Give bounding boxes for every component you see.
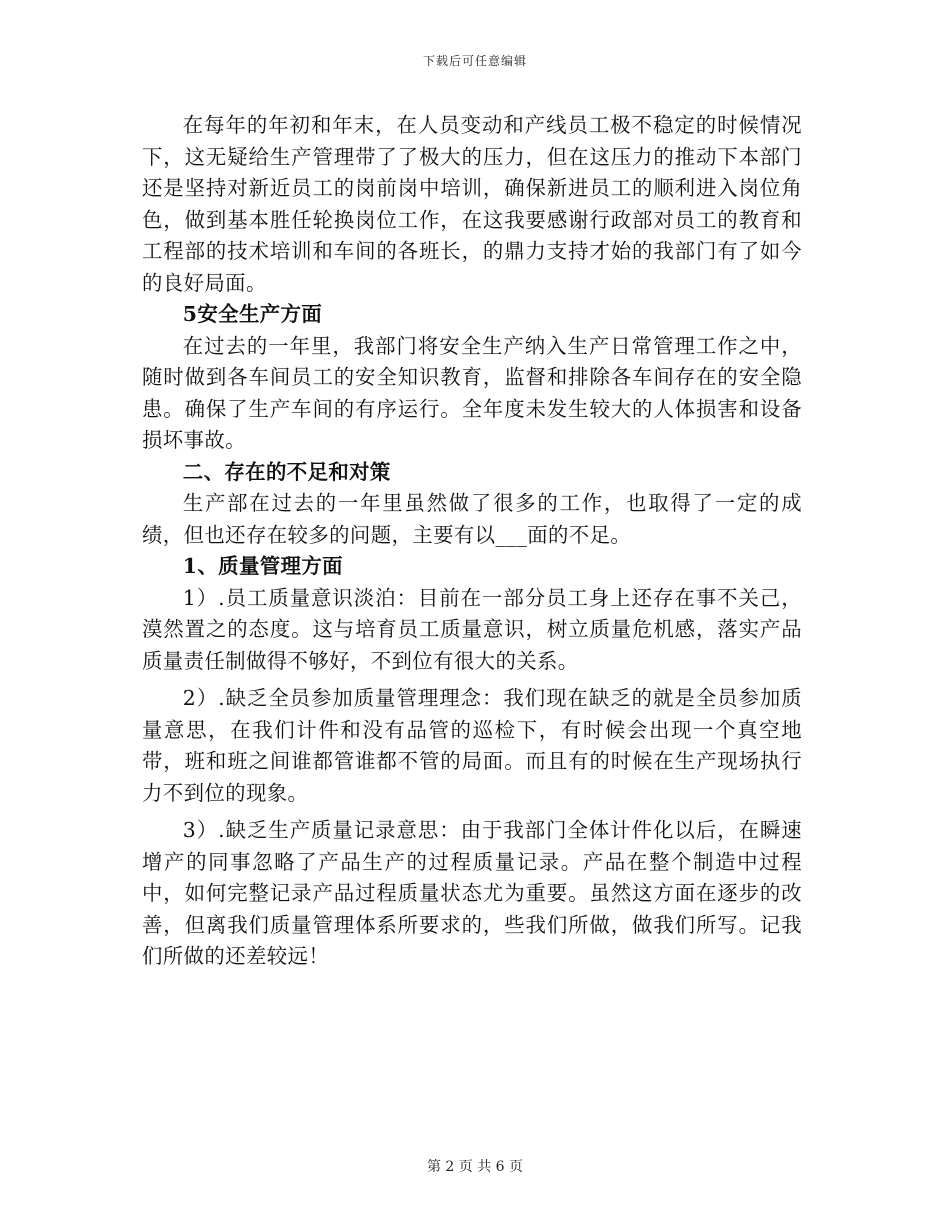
heading-quality-management: 1、质量管理方面 bbox=[182, 554, 343, 578]
page-header: 下载后可任意编辑 bbox=[422, 54, 527, 68]
document-body bbox=[142, 110, 802, 973]
paragraph-quality-records: 3）.缺乏生产质量记录意思：由于我部门全体计件化以后，在瞬速增产的同事忽略了产品生产的过程质量记录。产品在整个制造中过程中，如何完整记录产品过程质量状态尤为重要。虽然这方面在逐步的改善，但离我们质量管理体系所要求的，些我们所做，做我们所写。记我们所做的还差较远！ bbox=[142, 818, 802, 968]
paragraph-shortcomings-intro: 生产部在过去的一年里虽然做了很多的工作，也取得了一定的成绩，但也还存在较多的问题，主要有以___面的不足。 bbox=[142, 491, 802, 547]
page-number-footer: 第 2 页 共 6 页 bbox=[426, 1159, 524, 1175]
paragraph-safety: 在过去的一年里，我部门将安全生产纳入生产日常管理工作之中，随时做到各车间员工的安全知识教育，监督和排除各车间存在的安全隐患。确保了生产车间的有序运行。全年度未发生较大的人体损害和设备损坏事故。 bbox=[142, 333, 802, 452]
paragraph-quality-awareness: 1）.员工质量意识淡泊：目前在一部分员工身上还存在事不关己，漠然置之的态度。这与培育员工质量意识，树立质量危机感，落实产品质量责任制做得不够好，不到位有很大的关系。 bbox=[142, 585, 802, 673]
heading-shortcomings: 二、存在的不足和对策 bbox=[182, 459, 391, 484]
paragraph-full-participation: 2）.缺乏全员参加质量管理理念：我们现在缺乏的就是全员参加质量意思，在我们计件和没有品管的巡检下，有时候会出现一个真空地带，班和班之间谁都管谁都不管的局面。而且有的时候在生产现场执行力不到位的现象。 bbox=[142, 686, 802, 805]
heading-safety-production: 5安全生产方面 bbox=[182, 302, 323, 326]
paragraph-training: 在每年的年初和年末，在人员变动和产线员工极不稳定的时候情况下，这无疑给生产管理带了了极大的压力，但在这压力的推动下本部门还是坚持对新近员工的岗前岗中培训，确保新进员工的顺利进入岗位角色，做到基本胜任轮换岗位工作，在这我要感谢行政部对员工的教育和工程部的技术培训和车间的各班长，的鼎力支持才始的我部门有了如今的良好局面。 bbox=[142, 113, 802, 295]
